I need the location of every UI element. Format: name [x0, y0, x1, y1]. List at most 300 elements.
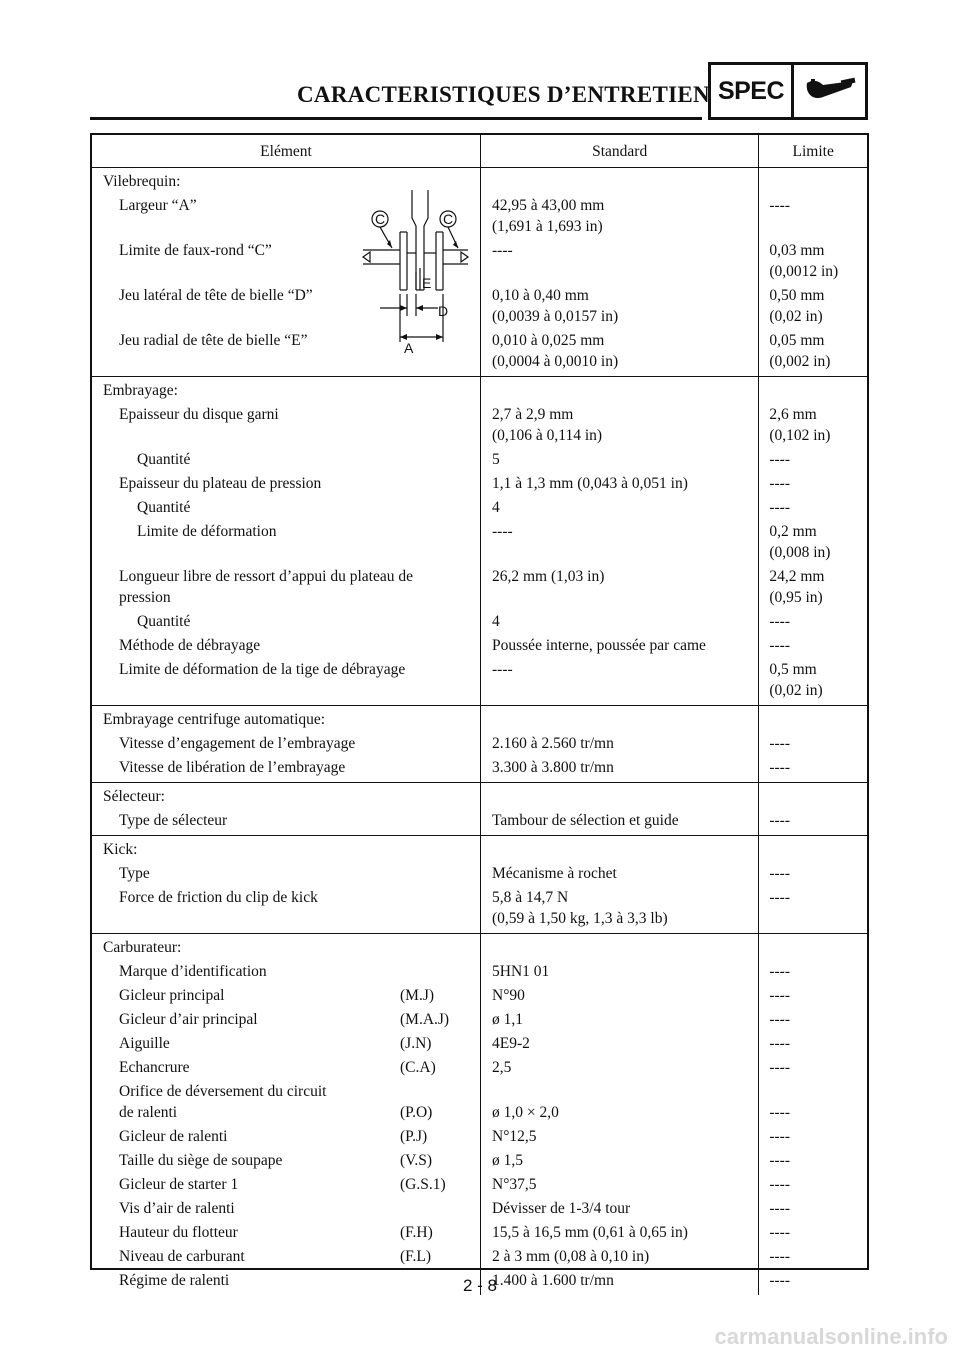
- limit-value: ----: [769, 1152, 790, 1169]
- standard-value: 2,7 à 2,9 mm: [492, 406, 574, 423]
- limit-cell: [759, 656, 867, 701]
- element-cell: [92, 632, 481, 656]
- standard-value: 0,010 à 0,025 mm: [492, 332, 605, 349]
- standard-value: 0,10 à 0,40 mm: [492, 287, 589, 304]
- element-label: Niveau de carburant: [119, 1248, 245, 1265]
- element-label: Epaisseur du disque garni: [119, 406, 279, 423]
- limit-value: ----: [769, 613, 790, 630]
- limit-value: ----: [769, 499, 790, 516]
- limit-value: (0,102 in): [769, 427, 831, 444]
- standard-cell: [481, 1243, 759, 1267]
- limit-value: ----: [769, 759, 790, 776]
- limit-value: 0,2 mm: [769, 523, 817, 540]
- table-row: [92, 656, 867, 701]
- standard-cell: [481, 807, 759, 831]
- element-label: Force de friction du clip de kick: [119, 889, 318, 906]
- standard-value: (0,0039 à 0,0157 in): [492, 308, 619, 325]
- standard-cell: [481, 982, 759, 1006]
- limit-value: ----: [769, 1035, 790, 1052]
- table-row: [92, 1195, 867, 1219]
- standard-cell: [481, 1123, 759, 1147]
- table-row: [92, 1147, 867, 1171]
- limit-value: 0,05 mm: [769, 332, 825, 349]
- standard-value: ----: [492, 661, 513, 678]
- table-row: [92, 192, 867, 237]
- standard-value: ø 1,0 × 2,0: [492, 1104, 559, 1121]
- element-label: Epaisseur du plateau de pression: [119, 475, 322, 492]
- table-row: [92, 632, 867, 656]
- standard-value: N°90: [492, 987, 525, 1004]
- standard-value: [492, 1081, 758, 1102]
- standard-value: ø 1,1: [492, 1011, 523, 1028]
- element-text: [103, 860, 480, 884]
- element-cell: [92, 518, 481, 563]
- element-text: [103, 401, 480, 425]
- empty-cell: [481, 706, 759, 731]
- limit-cell: [759, 563, 867, 608]
- limit-value: ----: [769, 451, 790, 468]
- element-text: [103, 884, 480, 908]
- table-row: [92, 282, 867, 327]
- limit-value: [769, 1081, 867, 1102]
- standard-cell: [481, 1147, 759, 1171]
- element-label: Limite de déformation de la tige de débrayage: [119, 661, 406, 678]
- element-text: [103, 656, 480, 680]
- table-row: [92, 518, 867, 563]
- standard-value: (0,59 à 1,50 kg, 1,3 à 3,3 lb): [492, 910, 668, 927]
- element-label: Marque d’identification: [119, 963, 267, 980]
- element-label: Vis d’air de ralenti: [119, 1200, 235, 1217]
- element-cell: [92, 1243, 481, 1267]
- limit-cell: [759, 1006, 867, 1030]
- element-label: Type: [119, 865, 150, 882]
- section-title: Embrayage centrifuge automatique:: [92, 706, 481, 731]
- limit-cell: [759, 1123, 867, 1147]
- section-title: Embrayage:: [92, 377, 481, 402]
- label-c-right: C: [443, 211, 454, 227]
- element-cell: [92, 401, 481, 446]
- limit-cell: [759, 1078, 867, 1123]
- standard-cell: [481, 401, 759, 446]
- element-label: Limite de faux-rond “C”: [119, 242, 272, 259]
- standard-cell: [481, 730, 759, 754]
- table-row: [92, 958, 867, 982]
- element-code: (V.S): [400, 1152, 433, 1169]
- standard-value: Dévisser de 1-3/4 tour: [492, 1200, 631, 1217]
- element-label: Vitesse de libération de l’embrayage: [119, 759, 346, 776]
- element-label: Taille du siège de soupape: [119, 1152, 283, 1169]
- element-text: [103, 608, 480, 632]
- element-label: Largeur “A”: [119, 197, 197, 214]
- element-label: Type de sélecteur: [119, 812, 228, 829]
- standard-value: ----: [492, 242, 513, 259]
- standard-cell: [481, 1171, 759, 1195]
- section-title: Sélecteur:: [92, 783, 481, 808]
- limit-cell: [759, 192, 867, 237]
- limit-value: ----: [769, 1272, 790, 1289]
- section-title-row: [92, 168, 867, 193]
- element-cell: [92, 1030, 481, 1054]
- limit-cell: [759, 327, 867, 372]
- standard-cell: [481, 237, 759, 282]
- limit-cell: [759, 401, 867, 446]
- limit-cell: [759, 1030, 867, 1054]
- standard-value: (0,106 à 0,114 in): [492, 427, 603, 444]
- limit-value: ----: [769, 1059, 790, 1076]
- standard-value: (0,0004 à 0,0010 in): [492, 353, 619, 370]
- element-text: [103, 1171, 480, 1195]
- standard-cell: [481, 754, 759, 778]
- element-cell: [92, 563, 481, 608]
- empty-cell: [759, 706, 867, 731]
- standard-value: 2 à 3 mm (0,08 à 0,10 in): [492, 1248, 650, 1265]
- standard-cell: [481, 608, 759, 632]
- table-row: [92, 1078, 867, 1123]
- element-cell: [92, 608, 481, 632]
- element-label: Régime de ralenti: [119, 1272, 230, 1289]
- limit-value: 0,5 mm: [769, 661, 817, 678]
- table-row: [92, 884, 867, 929]
- standard-cell: [481, 1030, 759, 1054]
- limit-value: ----: [769, 475, 790, 492]
- element-cell: [92, 1006, 481, 1030]
- table-row: [92, 1219, 867, 1243]
- title-rule: [90, 117, 702, 120]
- limit-cell: [759, 608, 867, 632]
- limit-value: (0,008 in): [769, 544, 831, 561]
- element-cell: [92, 730, 481, 754]
- element-text: [103, 1123, 480, 1147]
- limit-cell: [759, 518, 867, 563]
- element-cell: [92, 1195, 481, 1219]
- element-cell: [92, 958, 481, 982]
- limit-cell: [759, 1243, 867, 1267]
- standard-cell: [481, 446, 759, 470]
- limit-cell: [759, 282, 867, 327]
- element-code: (J.N): [400, 1035, 432, 1052]
- element-code: (P.O): [400, 1104, 433, 1121]
- element-cell: [92, 754, 481, 778]
- limit-cell: [759, 1171, 867, 1195]
- table-row: [92, 327, 867, 372]
- element-cell: [92, 1147, 481, 1171]
- standard-cell: [481, 470, 759, 494]
- limit-cell: [759, 1195, 867, 1219]
- standard-cell: [481, 1078, 759, 1123]
- limit-value: ----: [769, 1104, 790, 1121]
- standard-value: Mécanisme à rochet: [492, 865, 617, 882]
- limit-cell: [759, 754, 867, 778]
- limit-cell: [759, 1147, 867, 1171]
- standard-cell: [481, 282, 759, 327]
- limit-value: ----: [769, 637, 790, 654]
- label-e: E: [422, 275, 432, 291]
- element-cell: [92, 494, 481, 518]
- limit-cell: [759, 494, 867, 518]
- element-label: Gicleur principal: [119, 987, 225, 1004]
- element-code: (P.J): [400, 1128, 428, 1145]
- empty-cell: [481, 783, 759, 808]
- element-text: [103, 446, 480, 470]
- section-title-row: [92, 377, 867, 402]
- section-title-row: [92, 934, 867, 959]
- table-row: [92, 608, 867, 632]
- column-header-standard: Standard: [481, 135, 759, 168]
- standard-value: N°37,5: [492, 1176, 537, 1193]
- standard-value: 26,2 mm (1,03 in): [492, 568, 605, 585]
- element-text: [103, 632, 480, 656]
- limit-value: (0,02 in): [769, 682, 823, 699]
- table-row: [92, 494, 867, 518]
- standard-value: 4E9-2: [492, 1035, 530, 1052]
- standard-cell: [481, 860, 759, 884]
- limit-value: ----: [769, 987, 790, 1004]
- element-text: [103, 1195, 480, 1219]
- standard-value: (1,691 à 1,693 in): [492, 218, 603, 235]
- element-text: [103, 1147, 480, 1171]
- limit-value: ----: [769, 963, 790, 980]
- limit-value: 0,50 mm: [769, 287, 825, 304]
- element-label: Orifice de déversement du circuit: [119, 1083, 327, 1100]
- limit-cell: [759, 237, 867, 282]
- table-row: [92, 807, 867, 831]
- standard-value: 4: [492, 499, 500, 516]
- limit-value: ----: [769, 889, 790, 906]
- element-code: (M.J): [400, 987, 435, 1004]
- element-text: [103, 1243, 480, 1267]
- element-cell: [92, 470, 481, 494]
- limit-cell: [759, 958, 867, 982]
- element-code: (C.A): [400, 1059, 436, 1076]
- element-label: Méthode de débrayage: [119, 637, 261, 654]
- limit-value: (0,002 in): [769, 353, 831, 370]
- element-cell: [92, 446, 481, 470]
- standard-value: ø 1,5: [492, 1152, 523, 1169]
- element-text: [103, 518, 480, 542]
- element-cell: [92, 860, 481, 884]
- element-text: [103, 754, 480, 778]
- label-a: A: [404, 340, 414, 355]
- table-row: [92, 730, 867, 754]
- standard-value: 5,8 à 14,7 N: [492, 889, 569, 906]
- empty-cell: [481, 377, 759, 402]
- crankshaft-diagram: [360, 190, 475, 355]
- element-text: [103, 730, 480, 754]
- empty-cell: [759, 168, 867, 193]
- empty-cell: [481, 168, 759, 193]
- element-cell: [92, 1219, 481, 1243]
- standard-cell: [481, 192, 759, 237]
- table-row: [92, 754, 867, 778]
- standard-value: N°12,5: [492, 1128, 537, 1145]
- element-text: [103, 1078, 480, 1123]
- limit-cell: [759, 632, 867, 656]
- limit-value: ----: [769, 812, 790, 829]
- element-label-cont: de ralenti: [119, 1104, 178, 1121]
- table-row: [92, 1006, 867, 1030]
- element-cell: [92, 807, 481, 831]
- limit-value: (0,02 in): [769, 308, 823, 325]
- element-label: Limite de déformation: [137, 523, 277, 540]
- element-label: Quantité: [137, 451, 191, 468]
- table-row: [92, 1123, 867, 1147]
- element-cell: [92, 982, 481, 1006]
- table-row: [92, 1030, 867, 1054]
- label-d: D: [438, 303, 449, 319]
- element-text: [103, 982, 480, 1006]
- standard-value: 15,5 à 16,5 mm (0,61 à 0,65 in): [492, 1224, 688, 1241]
- table-row: [92, 563, 867, 608]
- element-label-cont: pression: [119, 589, 171, 606]
- limit-value: 2,6 mm: [769, 406, 817, 423]
- page-number: 2 - 8: [462, 1276, 498, 1295]
- element-text: [103, 958, 480, 982]
- standard-value: 4: [492, 613, 500, 630]
- section-title-row: [92, 836, 867, 861]
- column-header-limit: Limite: [759, 135, 867, 168]
- table-row: [92, 470, 867, 494]
- limit-cell: [759, 446, 867, 470]
- empty-cell: [759, 377, 867, 402]
- spec-badge: [708, 62, 868, 120]
- limit-cell: [759, 470, 867, 494]
- element-text: [103, 1219, 480, 1243]
- limit-value: ----: [769, 735, 790, 752]
- element-label: Echancrure: [119, 1059, 190, 1076]
- watermark: carmanualsonline.info: [714, 1324, 948, 1349]
- element-label: Jeu radial de tête de bielle “E”: [119, 332, 308, 349]
- standard-value: 2.160 à 2.560 tr/mn: [492, 735, 614, 752]
- standard-value: 42,95 à 43,00 mm: [492, 197, 605, 214]
- element-text: [103, 563, 480, 608]
- standard-value: 2,5: [492, 1059, 512, 1076]
- limit-value: 24,2 mm: [769, 568, 825, 585]
- section-title: Vilebrequin:: [92, 168, 481, 193]
- standard-cell: [481, 1195, 759, 1219]
- element-code: (M.A.J): [400, 1011, 450, 1028]
- standard-value: 5HN1 01: [492, 963, 550, 980]
- standard-cell: [481, 1006, 759, 1030]
- limit-cell: [759, 884, 867, 929]
- standard-cell: [481, 1054, 759, 1078]
- element-cell: [92, 884, 481, 929]
- element-label: Quantité: [137, 613, 191, 630]
- limit-cell: [759, 982, 867, 1006]
- element-cell: [92, 656, 481, 701]
- limit-cell: [759, 860, 867, 884]
- empty-cell: [481, 836, 759, 861]
- element-cell: [92, 1054, 481, 1078]
- standard-value: Tambour de sélection et guide: [492, 812, 679, 829]
- element-label: Quantité: [137, 499, 191, 516]
- section-title-row: [92, 783, 867, 808]
- element-label: Gicleur d’air principal: [119, 1011, 258, 1028]
- empty-cell: [759, 836, 867, 861]
- limit-cell: [759, 1219, 867, 1243]
- limit-cell: [759, 807, 867, 831]
- standard-cell: [481, 884, 759, 929]
- standard-cell: [481, 656, 759, 701]
- element-label: Vitesse d’engagement de l’embrayage: [119, 735, 356, 752]
- standard-value: 5: [492, 451, 500, 468]
- table-row: [92, 237, 867, 282]
- standard-cell: [481, 518, 759, 563]
- standard-cell: [481, 632, 759, 656]
- element-text: [103, 470, 480, 494]
- element-cell: [92, 1123, 481, 1147]
- limit-value: (0,0012 in): [769, 263, 839, 280]
- table-row: [92, 860, 867, 884]
- empty-cell: [759, 934, 867, 959]
- element-text: [103, 1030, 480, 1054]
- element-text: [103, 807, 480, 831]
- page-title: CARACTERISTIQUES D’ENTRETIEN: [297, 82, 710, 107]
- element-text: [103, 1054, 480, 1078]
- standard-cell: [481, 1219, 759, 1243]
- spec-label: SPEC: [711, 65, 794, 117]
- limit-value: ----: [769, 1224, 790, 1241]
- limit-value: ----: [769, 1248, 790, 1265]
- element-label: Aiguille: [119, 1035, 170, 1052]
- empty-cell: [481, 934, 759, 959]
- limit-value: ----: [769, 197, 790, 214]
- standard-value: 1,1 à 1,3 mm (0,043 à 0,051 in): [492, 475, 688, 492]
- limit-value: 0,03 mm: [769, 242, 825, 259]
- standard-cell: [481, 563, 759, 608]
- label-c-left: C: [375, 211, 386, 227]
- table-row: [92, 401, 867, 446]
- section-title-row: [92, 706, 867, 731]
- table-row: [92, 1243, 867, 1267]
- element-label: Gicleur de ralenti: [119, 1128, 228, 1145]
- element-code: (F.H): [400, 1224, 433, 1241]
- limit-value: ----: [769, 1176, 790, 1193]
- element-text: [103, 494, 480, 518]
- element-label: Jeu latéral de tête de bielle “D”: [119, 287, 313, 304]
- standard-value: Poussée interne, poussée par came: [492, 637, 706, 654]
- table-row: [92, 1054, 867, 1078]
- empty-cell: [759, 783, 867, 808]
- table-row: [92, 446, 867, 470]
- limit-cell: [759, 1054, 867, 1078]
- limit-value: ----: [769, 865, 790, 882]
- element-label: Longueur libre de ressort d’appui du plateau de: [119, 568, 413, 585]
- element-code: (F.L): [400, 1248, 432, 1265]
- limit-value: ----: [769, 1011, 790, 1028]
- element-label: Gicleur de starter 1: [119, 1176, 239, 1193]
- section-title: Kick:: [92, 836, 481, 861]
- standard-value: ----: [492, 523, 513, 540]
- limit-value: ----: [769, 1128, 790, 1145]
- element-cell: [92, 1078, 481, 1123]
- standard-value: 3.300 à 3.800 tr/mn: [492, 759, 614, 776]
- table-row: [92, 1171, 867, 1195]
- element-code: (G.S.1): [400, 1176, 446, 1193]
- wrench-icon: [794, 65, 865, 117]
- limit-cell: [759, 730, 867, 754]
- standard-cell: [481, 958, 759, 982]
- table-header-row: [92, 135, 867, 168]
- standard-cell: [481, 327, 759, 372]
- limit-value: (0,95 in): [769, 589, 823, 606]
- element-cell: [92, 1171, 481, 1195]
- standard-cell: [481, 494, 759, 518]
- element-label: Hauteur du flotteur: [119, 1224, 238, 1241]
- section-title: Carburateur:: [92, 934, 481, 959]
- column-header-element: Elément: [92, 135, 481, 168]
- element-text: [103, 1006, 480, 1030]
- standard-value: 1.400 à 1.600 tr/mn: [492, 1272, 614, 1289]
